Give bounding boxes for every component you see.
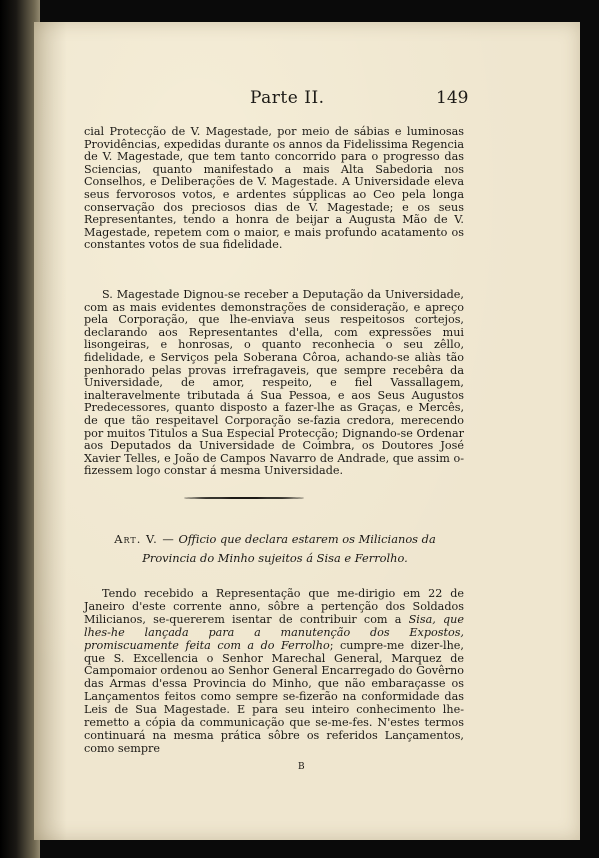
article-heading [84,530,466,568]
paragraph-3 [84,588,464,756]
paragraph-3-text [84,588,464,756]
section-divider [184,497,304,499]
article-label: Art. V. — [114,532,175,546]
paragraph-1 [84,126,464,252]
article-title-line-1: Officio que declara estarem os Milicianos da [178,532,436,546]
paragraph-2 [84,289,464,478]
signature-mark: B [298,762,305,772]
paragraph-3-part-b: ; cumpre-me dizer-lhe, que S. Excellencia o Senhor Marechal General, Marquez de Campomaior ordenou ao Senhor General Encarregado do Govêrno das Armas d'essa Provincia do Minho, que não embaraçasse os Lançamentos feitos como sempre se-fizerão na conformidade das Leis de Sua Magestade. E para seu inteiro conhecimento lhe-remetto a cópia da communicação que se-me-fes. N'estes termos continuará na mesma prática sôbre os referidos Lançamentos, como sempre [84,638,464,755]
article-title-line-2: Provincia do Minho sujeitos á Sisa e Ferrolho. [142,551,408,565]
running-head [34,88,580,112]
paragraph-1-text: cial Protecção de V. Magestade, por meio de sábias e luminosas Providências, expedidas durante os annos da Fidelissima Regencia de V. Magestade, que tem tanto concorrido para o progresso das Sciencias, quanto manifestado a mais Alta Sabedoria nos Conselhos, e Deliberações de V. Magestade. A Universidade eleva seus fervorosos votos, e ardentes súpplicas ao Ceo pela longa conservação dos preciosos dias de V. Magestade; e os seus Representantes, tendo a honra de beijar a Augusta Mão de V. Magestade, repetem com o maior, e mais profundo acatamento os constantes votos de sua fidelidade. [84,125,464,252]
paragraph-3-part-a: Tendo recebido a Representação que me-dirigio em 22 de Janeiro d'este corrente anno, sôbre a pertenção dos Soldados Milicianos, se-quererem isentar de contribuir com a [84,587,464,626]
book-page [34,22,580,840]
paragraph-3-italic: Sisa, que lhes-he lançada para a manutenção dos Expostos, promiscuamente feita com a do Ferrolho [84,612,464,652]
page-number: 149 [436,88,469,108]
part-label: Parte II. [250,88,325,108]
paragraph-2-text: S. Magestade Dignou-se receber a Deputação da Universidade, com as mais evidentes demonstrações de consideração, e apreço pela Corporação, que lhe-enviava seus respeitosos cortejos, declarando aos Representantes d'ella, com expressões mui lisongeiras, e honrosas, o quanto reconhecia o seu zêllo, fidelidade, e Serviços pela Soberana Côroa, achando-se aliàs tão penhorado pelas provas irrefragaveis, que sempre recebêra da Universidade, de amor, respeito, e fiel Vassallagem, inalteravelmente tributada á Sua Pessoa, e aos Seus Augustos Predecessores, quanto disposto a fazer-lhe as Graças, e Mercês, de que tão respeitavel Corporação se-fazia credora, merecendo por muitos Titulos a Sua Especial Protecção; Dignando-se Ordenar aos Deputados da Universidade de Coimbra, os Doutores José Xavier Telles, e João de Campos Navarro de Andrade, que assim o-fizessem logo constar á mesma Universidade. [84,288,464,478]
